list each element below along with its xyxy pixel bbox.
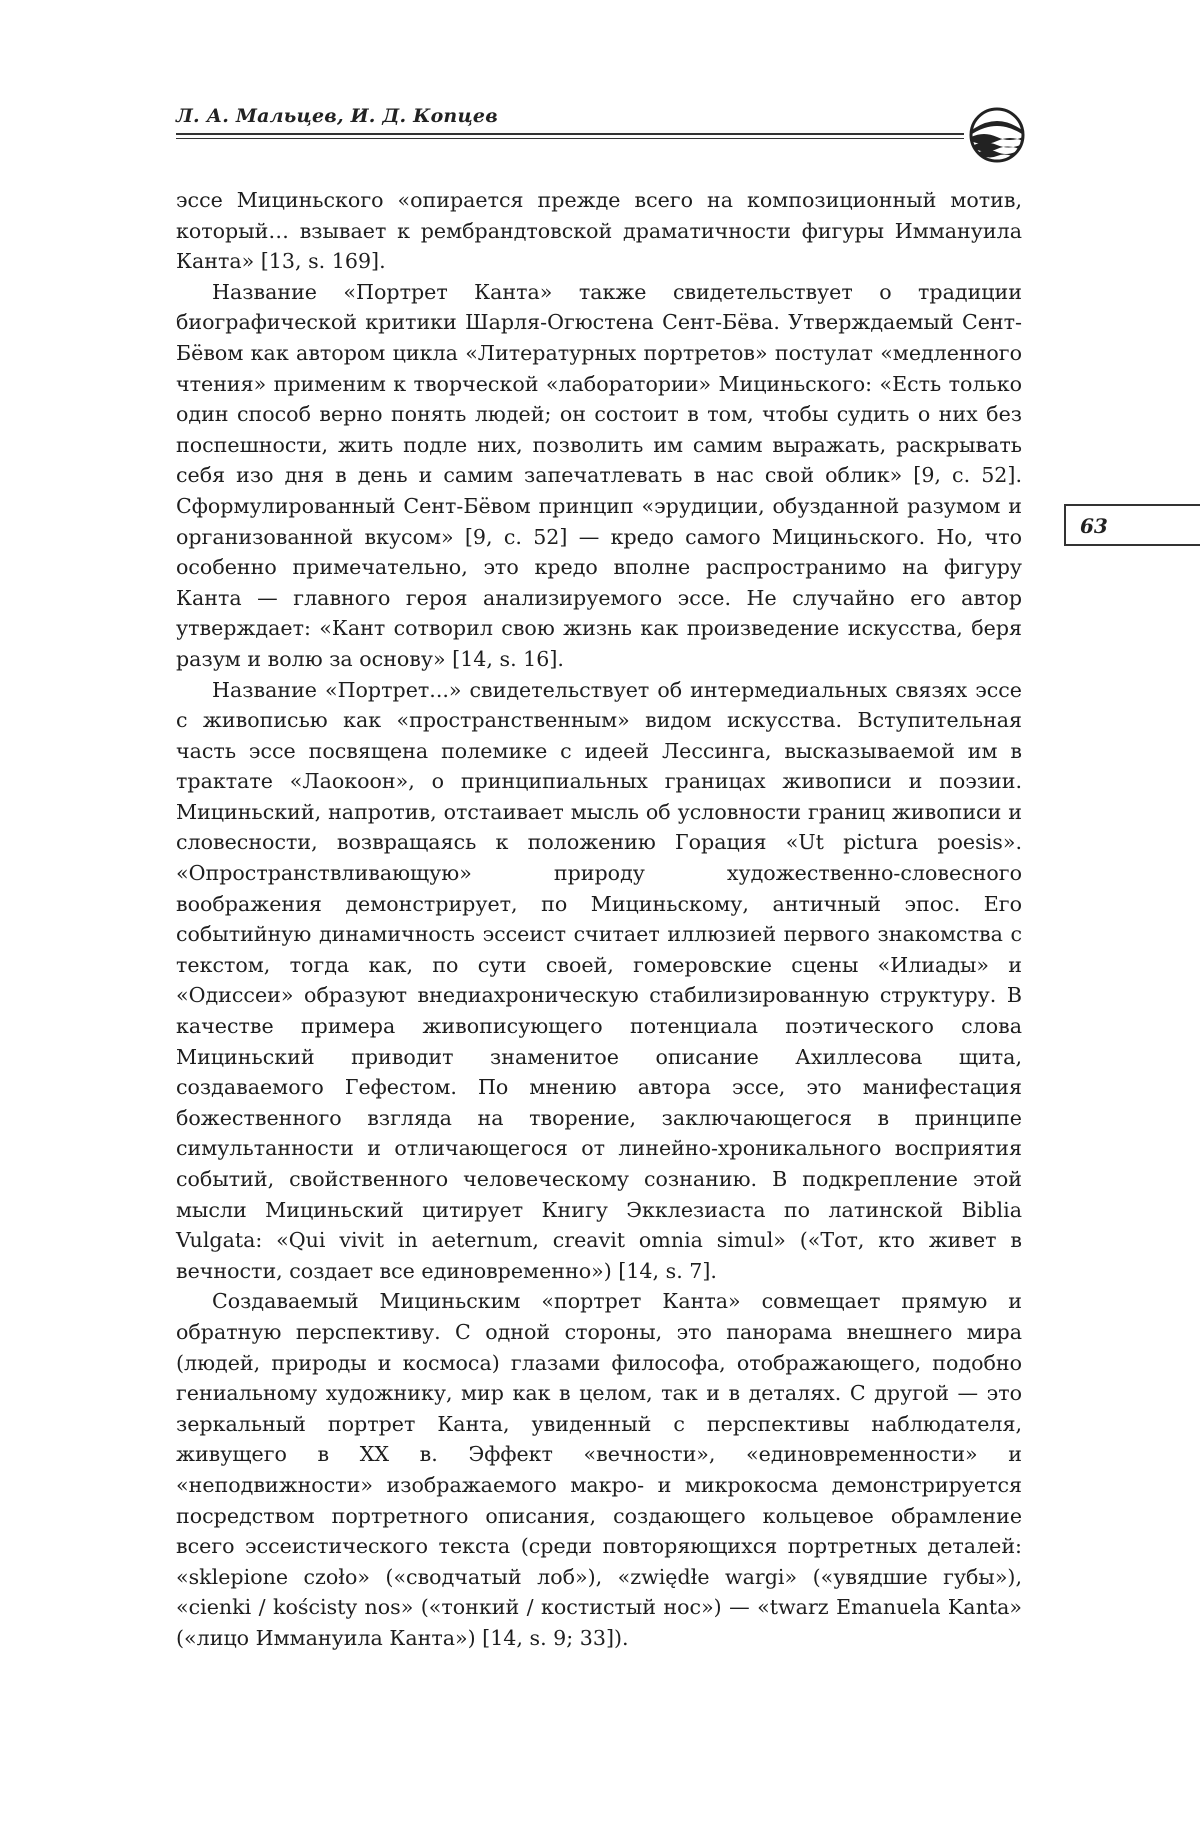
page-number: 63 [1080,514,1108,538]
header-rule-top [176,133,964,135]
paragraph-1: эссе Мициньского «опирается прежде всего на композиционный мотив, который… взывает к рембрандтовской драматичности фигуры Иммануила Канта» [13, s. 169]. [176,188,1022,274]
journal-logo-icon [966,106,1028,164]
header-rule-bottom [176,138,964,139]
page-number-box [1064,504,1200,546]
paragraph-2: Название «Портрет Канта» также свидетельствует о традиции биографической критики Шарля-Огюстена Сент-Бёва. Утверждаемый Сент-Бёвом как автором цикла «Литературных портретов» постулат «медленного чтения» применим к творческой «лаборатории» Мициньского: «Есть только один способ верно понять людей; он состоит в том, чтобы судить о них без поспешности, жить подле них, позволить им самим выражать, раскрывать себя изо дня в день и самим запечатлевать в нас свой облик» [9, с. 52]. Сформулированный Сент-Бёвом принцип «эрудиции, обузданной разумом и организованной вкусом» [9, с. 52] — кредо самого Мициньского. Но, что особенно примечательно, это кредо вполне распространимо на фигуру Канта — главного героя анализируемого эссе. Не случайно его автор утверждает: «Кант сотворил свою жизнь как произведение искусства, беря разум и волю за основу» [14, s. 16]. [176,279,1022,671]
running-head-authors: Л. А. Мальцев, И. Д. Копцев [176,105,498,127]
body-text [176,185,1022,1654]
paragraph-4: Создаваемый Мициньским «портрет Канта» совмещает прямую и обратную перспективу. С одной стороны, это панорама внешнего мира (людей, природы и космоса) глазами философа, отображающего, подобно гениальному художнику, мир как в целом, так и в деталях. С другой — это зеркальный портрет Канта, увиденный с перспективы наблюдателя, живущего в XX в. Эффект «вечности», «единовременности» и «неподвижности» изображаемого макро- и микрокосма демонстрируется посредством портретного описания, создающего кольцевое обрамление всего эссеистического текста (среди повторяющихся портретных деталей: «sklepione czoło» («сводчатый лоб»), «zwiędłe wargi» («увядшие губы»), «cienki / kościsty nos» («тонкий / костистый нос») — «twarz Emanuela Kanta» («лицо Иммануила Канта») [14, s. 9; 33]). [176,1289,1022,1650]
paragraph-3: Название «Портрет...» свидетельствует об интермедиальных связях эссе с живописью как «пространственным» видом искусства. Вступительная часть эссе посвящена полемике с идеей Лессинга, высказываемой им в трактате «Лаокоон», о принципиальных границах живописи и поэзии. Мициньский, напротив, отстаивает мысль об условности границ живописи и словесности, возвращаясь к положению Горация «Ut pictura poesis». «Опространствливающую» природу художественно-словесного воображения демонстрирует, по Мициньскому, античный эпос. Его событийную динамичность эссеист считает иллюзией первого знакомства с текстом, тогда как, по сути своей, гомеровские сцены «Илиады» и «Одиссеи» образуют внедиахроническую стабилизированную структуру. В качестве примера живописующего потенциала поэтического слова Мициньский приводит знаменитое описание Ахиллесова щита, создаваемого Гефестом. По мнению автора эссе, это манифестация божественного взгляда на творение, заключающегося в принципе симультанности и отличающегося от линейно-хроникального восприятия событий, свойственного человеческому сознанию. В подкрепление этой мысли Мициньский цитирует Книгу Экклезиаста по латинской Biblia Vulgata: «Qui vivit in aeternum, creavit omnia simul» («Тот, кто живет в вечности, создает все единовременно») [14, s. 7]. [176,677,1022,1283]
